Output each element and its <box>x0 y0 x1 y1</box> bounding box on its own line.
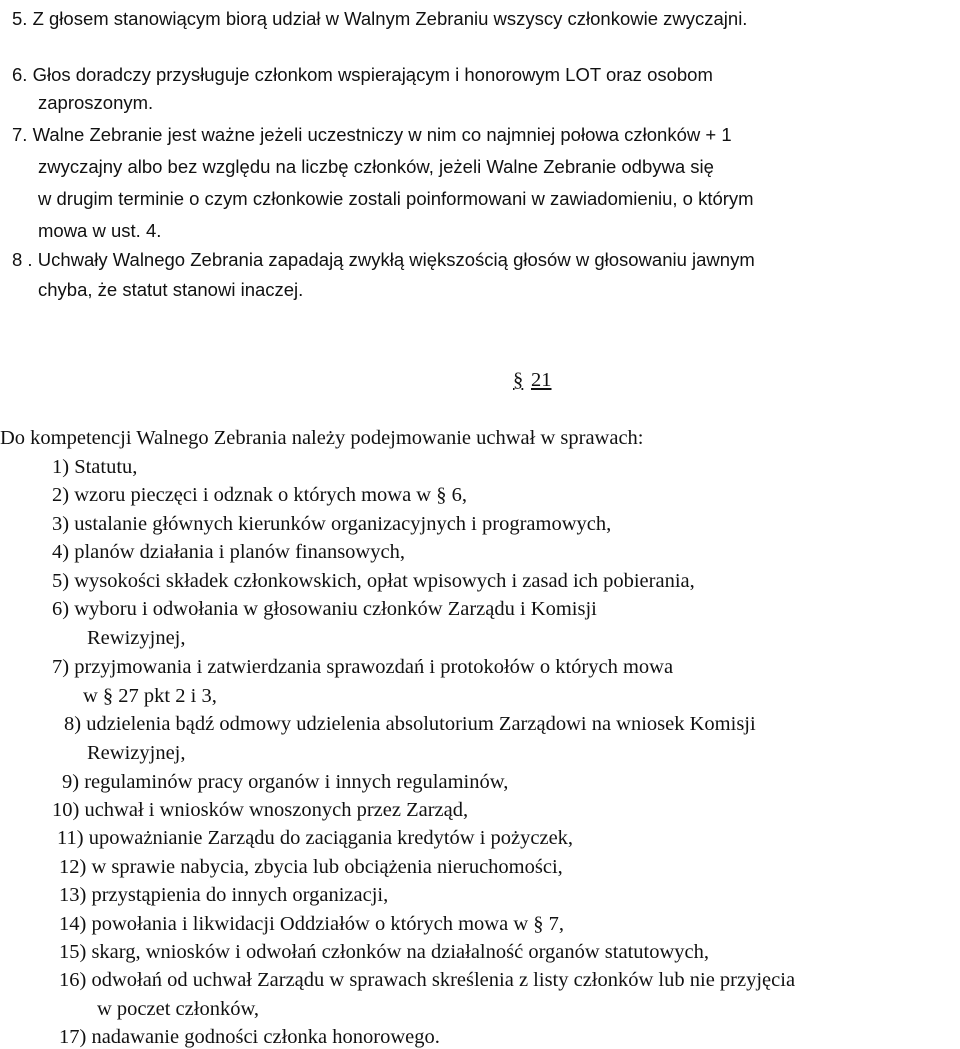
paragraph-8-line-2: chyba, że statut stanowi inaczej. <box>38 279 304 300</box>
list-item-15: 15) skarg, wniosków i odwołań członków na działalność organów statutowych, <box>59 941 709 963</box>
list-item-6: 6) wyboru i odwołania w głosowaniu członków Zarządu i Komisji <box>52 598 597 620</box>
list-item-9: 9) regulaminów pracy organów i innych regulaminów, <box>62 771 509 793</box>
paragraph-5-line-1: 5. Z głosem stanowiącym biorą udział w Walnym Zebraniu wszyscy członkowie zwyczajni. <box>12 8 748 29</box>
paragraph-7-line-4: mowa w ust. 4. <box>38 220 162 241</box>
section-heading <box>513 368 552 392</box>
list-item-7: 7) przyjmowania i zatwierdzania sprawozdań i protokołów o których mowa <box>52 656 674 678</box>
list-item-2: 2) wzoru pieczęci i odznak o których mowa w § 6, <box>52 484 467 506</box>
list-item-10: 10) uchwał i wniosków wnoszonych przez Zarząd, <box>52 799 469 821</box>
paragraph-6-line-2: zaproszonym. <box>38 92 154 113</box>
list-item-6-continuation: Rewizyjnej, <box>87 627 186 649</box>
paragraph-7-line-1: 7. Walne Zebranie jest ważne jeżeli uczestniczy w nim co najmniej połowa członków + 1 <box>12 124 732 145</box>
list-item-11: 11) upoważnianie Zarządu do zaciągania kredytów i pożyczek, <box>57 827 574 849</box>
list-item-17: 17) nadawanie godności członka honorowego. <box>59 1026 440 1048</box>
list-item-14: 14) powołania i likwidacji Oddziałów o których mowa w § 7, <box>59 913 564 935</box>
list-item-8-continuation: Rewizyjnej, <box>87 742 186 764</box>
list-item-16: 16) odwołań od uchwał Zarządu w sprawach skreślenia z listy członków lub nie przyjęcia <box>59 969 796 991</box>
list-item-8: 8) udzielenia bądź odmowy udzielenia absolutorium Zarządowi na wniosek Komisji <box>64 713 756 735</box>
list-item-16-continuation: w poczet członków, <box>97 998 260 1020</box>
list-item-7-continuation: w § 27 pkt 2 i 3, <box>83 685 217 707</box>
list-item-4: 4) planów działania i planów finansowych, <box>52 541 405 563</box>
paragraph-7-line-2: zwyczajny albo bez względu na liczbę członków, jeżeli Walne Zebranie odbywa się <box>38 156 714 177</box>
paragraph-8-line-1: 8 . Uchwały Walnego Zebrania zapadają zwykłą większością głosów w głosowaniu jawnym <box>12 249 755 270</box>
list-item-5: 5) wysokości składek członkowskich, opłat wpisowych i zasad ich pobierania, <box>52 570 695 592</box>
section-symbol: § <box>513 369 524 391</box>
list-item-3: 3) ustalanie głównych kierunków organizacyjnych i programowych, <box>52 513 612 535</box>
section-intro: Do kompetencji Walnego Zebrania należy podejmowanie uchwał w sprawach: <box>0 427 644 449</box>
section-number: 21 <box>531 369 552 391</box>
list-item-12: 12) w sprawie nabycia, zbycia lub obciążenia nieruchomości, <box>59 856 563 878</box>
paragraph-7-line-3: w drugim terminie o czym członkowie zostali poinformowani w zawiadomieniu, o którym <box>38 188 754 209</box>
list-item-13: 13) przystąpienia do innych organizacji, <box>59 884 389 906</box>
paragraph-6-line-1: 6. Głos doradczy przysługuje członkom wspierającym i honorowym LOT oraz osobom <box>12 64 713 85</box>
list-item-1: 1) Statutu, <box>52 456 138 478</box>
